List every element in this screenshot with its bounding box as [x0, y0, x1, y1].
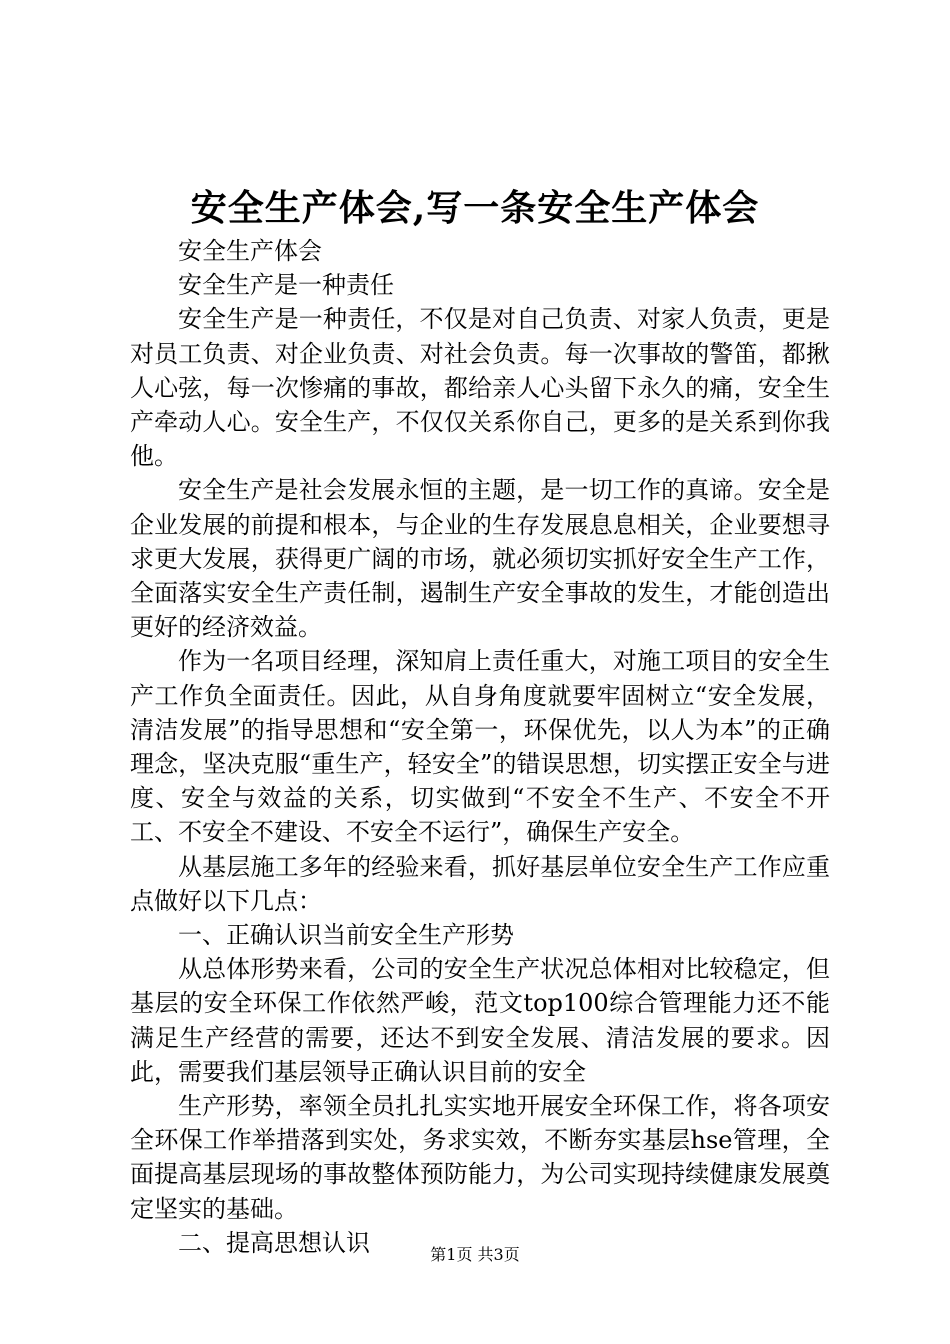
section-heading: 一、正确认识当前安全生产形势	[178, 921, 514, 950]
paragraph: 生产形势，率领全员扎扎实实地开展安全环保工作，将各项安全环保工作举措落到实处，务求实效，不断夯实基层hse管理，全面提高基层现场的事故整体预防能力，为公司实现持续健康发展奠定坚实的基础。	[130, 1092, 830, 1223]
document-title: 安全生产体会,写一条安全生产体会	[190, 187, 760, 229]
paragraph: 从总体形势来看，公司的安全生产状况总体相对比较稳定，但基层的安全环保工作依然严峻，范文top100综合管理能力还不能满足生产经营的需要，还达不到安全发展、清洁发展的要求。因此，需要我们基层领导正确认识目前的安全	[130, 955, 830, 1086]
document-body	[130, 234, 830, 1260]
paragraph: 安全生产是一种责任，不仅是对自己负责、对家人负责，更是对员工负责、对企业负责、对社会负责。每一次事故的警笛，都揪人心弦，每一次惨痛的事故，都给亲人心头留下永久的痛，安全生产牵动人心。安全生产，不仅仅关系你自己，更多的是关系到你我他。	[130, 305, 830, 471]
paragraph: 从基层施工多年的经验来看，抓好基层单位安全生产工作应重点做好以下几点：	[130, 852, 830, 915]
paragraph: 安全生产是社会发展永恒的主题，是一切工作的真谛。安全是企业发展的前提和根本，与企业的生存发展息息相关，企业要想寻求更大发展，获得更广阔的市场，就必须切实抓好安全生产工作，全面落实安全生产责任制，遏制生产安全事故的发生，才能创造出更好的经济效益。	[130, 476, 830, 642]
paragraph: 作为一名项目经理，深知肩上责任重大，对施工项目的安全生产工作负全面责任。因此，从自身角度就要牢固树立“安全发展，清洁发展”的指导思想和“安全第一，环保优先，以人为本”的正确理念，坚决克服“重生产，轻安全”的错误思想，切实摆正安全与进度、安全与效益的关系，切实做到“不安全不生产、不安全不开工、不安全不建设、不安全不运行”，确保生产安全。	[130, 647, 830, 847]
paragraph: 安全生产体会	[178, 237, 322, 265]
page-footer: 第1页 共3页	[430, 1245, 520, 1264]
section-heading: 二、提高思想认识	[178, 1228, 370, 1257]
paragraph: 安全生产是一种责任	[178, 271, 394, 300]
